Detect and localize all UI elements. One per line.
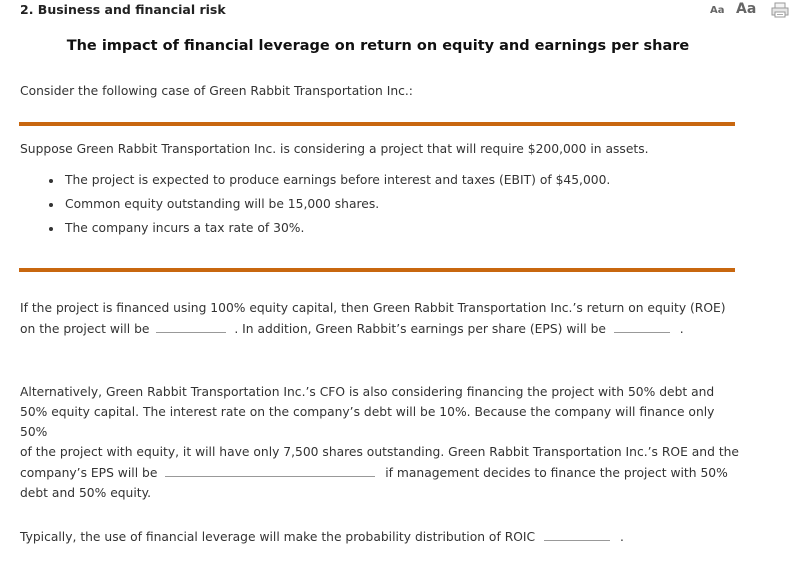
question-3 (20, 526, 624, 547)
scenario-lead: Suppose Green Rabbit Transportation Inc. is considering a project that will require $200,000 in assets. (20, 142, 649, 156)
printer-icon[interactable] (771, 2, 789, 18)
question-2 (20, 382, 745, 503)
page-heading: The impact of financial leverage on return on equity and earnings per share (66, 38, 690, 54)
eps-answer-dropdown[interactable] (614, 318, 670, 333)
roe-answer-dropdown[interactable] (156, 318, 226, 333)
question-1-text: . (679, 322, 684, 336)
question-2-text: if management decides to finance the project with 50% (385, 466, 728, 480)
increase-font-button[interactable]: Aa (736, 1, 757, 17)
question-title: 2. Business and financial risk (20, 2, 226, 17)
question-2-text: company’s EPS will be (20, 466, 158, 480)
question-1 (20, 298, 740, 339)
intro-text: Consider the following case of Green Rabbit Transportation Inc.: (20, 84, 413, 98)
list-item: • The project is expected to produce earnings before interest and taxes (EBIT) of $45,000. (63, 168, 610, 192)
question-1-text: on the project will be (20, 322, 150, 336)
decrease-font-button[interactable]: Aa (710, 5, 725, 16)
list-item: • The company incurs a tax rate of 30%. (63, 216, 610, 240)
roic-answer-dropdown[interactable] (544, 526, 610, 541)
scenario-bullet-list (20, 168, 610, 240)
toolbar (646, 0, 796, 22)
question-2-line (20, 462, 745, 483)
roe-eps-answer-dropdown[interactable] (165, 462, 375, 477)
question-2-line: debt and 50% equity. (20, 486, 152, 500)
question-1-line: If the project is financed using 100% equity capital, then Green Rabbit Transportation Inc.’s return on equity (ROE) (20, 301, 726, 315)
question-1-line (20, 318, 740, 339)
question-3-text: . (619, 530, 624, 544)
question-2-line: 50% equity capital. The interest rate on the company’s debt will be 10%. Because the company will finance only 50% (20, 405, 715, 439)
list-item: • Common equity outstanding will be 15,000 shares. (63, 192, 610, 216)
section-divider (19, 122, 735, 126)
question-3-text: Typically, the use of financial leverage will make the probability distribution of ROIC (20, 530, 536, 544)
section-divider (19, 268, 735, 272)
question-2-line: Alternatively, Green Rabbit Transportation Inc.’s CFO is also considering financing the project with 50% debt and (20, 385, 715, 399)
question-1-text: . In addition, Green Rabbit’s earnings per share (EPS) will be (234, 322, 606, 336)
question-2-line: of the project with equity, it will have only 7,500 shares outstanding. Green Rabbit Transportation Inc.’s ROE and the (20, 445, 740, 459)
